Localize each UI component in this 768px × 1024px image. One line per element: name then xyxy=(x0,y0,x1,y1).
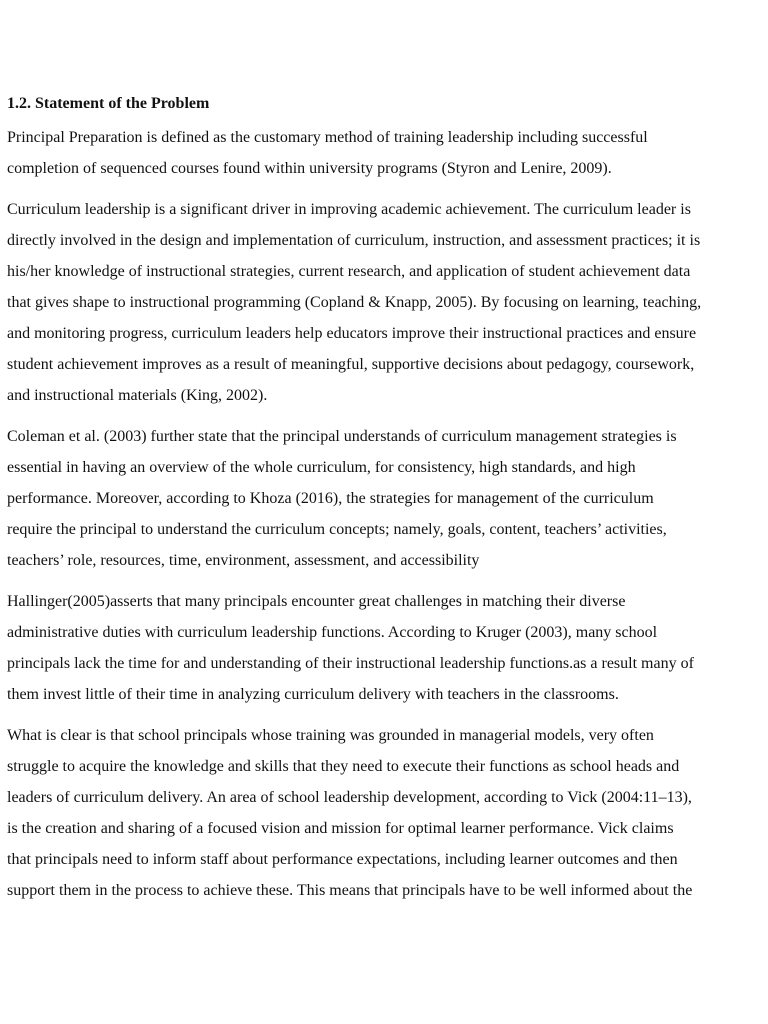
section-heading: 1.2. Statement of the Problem xyxy=(7,95,210,112)
paragraph-line: require the principal to understand the curriculum concepts; namely, goals, content, teachers’ activities, xyxy=(7,521,667,538)
paragraph-line: leaders of curriculum delivery. An area of school leadership development, according to Vick (2004:11–13), xyxy=(7,789,692,806)
paragraph-line: student achievement improves as a result of meaningful, supportive decisions about pedagogy, coursework, xyxy=(7,356,695,373)
paragraph-line: administrative duties with curriculum leadership functions. According to Kruger (2003), many school xyxy=(7,624,658,641)
paragraph-line: them invest little of their time in analyzing curriculum delivery with teachers in the classrooms. xyxy=(7,686,619,703)
paragraph-line: and instructional materials (King, 2002). xyxy=(7,387,268,404)
paragraph-2 xyxy=(7,194,768,411)
paragraph-line: Curriculum leadership is a significant driver in improving academic achievement. The curriculum leader is xyxy=(7,201,691,218)
paragraph-line: support them in the process to achieve these. This means that principals have to be well informed about the xyxy=(7,882,693,899)
paragraph-4 xyxy=(7,586,768,710)
paragraph-line: What is clear is that school principals whose training was grounded in managerial models, very often xyxy=(7,727,654,744)
paragraph-line: that principals need to inform staff about performance expectations, including learner outcomes and then xyxy=(7,851,678,868)
paragraph-line: that gives shape to instructional programming (Copland & Knapp, 2005). By focusing on learning, teaching, xyxy=(7,294,702,311)
paragraph-line: essential in having an overview of the whole curriculum, for consistency, high standards, and high xyxy=(7,459,636,476)
paragraph-line: performance. Moreover, according to Khoza (2016), the strategies for management of the curriculum xyxy=(7,490,654,507)
paragraph-3 xyxy=(7,421,768,576)
paragraph-line: completion of sequenced courses found within university programs (Styron and Lenire, 2009). xyxy=(7,160,612,177)
paragraph-line: Coleman et al. (2003) further state that the principal understands of curriculum management strategies is xyxy=(7,428,677,445)
paragraph-line: and monitoring progress, curriculum leaders help educators improve their instructional practices and ensure xyxy=(7,325,697,342)
paragraph-line: directly involved in the design and implementation of curriculum, instruction, and assessment practices; it is xyxy=(7,232,701,249)
paragraph-line: is the creation and sharing of a focused vision and mission for optimal learner performance. Vick claims xyxy=(7,820,674,837)
paragraph-line: principals lack the time for and understanding of their instructional leadership functions.as a result many of xyxy=(7,655,694,672)
paragraph-line: Hallinger(2005)asserts that many principals encounter great challenges in matching their diverse xyxy=(7,593,626,610)
paragraph-line: his/her knowledge of instructional strategies, current research, and application of student achievement data xyxy=(7,263,691,280)
paragraph-line: teachers’ role, resources, time, environment, assessment, and accessibility xyxy=(7,552,480,569)
paragraph-line: Principal Preparation is defined as the customary method of training leadership including successful xyxy=(7,129,648,146)
paragraph-line: struggle to acquire the knowledge and skills that they need to execute their functions as school heads and xyxy=(7,758,680,775)
paragraph-5 xyxy=(7,720,768,906)
document-body xyxy=(7,88,768,916)
paragraph-1 xyxy=(7,122,768,184)
